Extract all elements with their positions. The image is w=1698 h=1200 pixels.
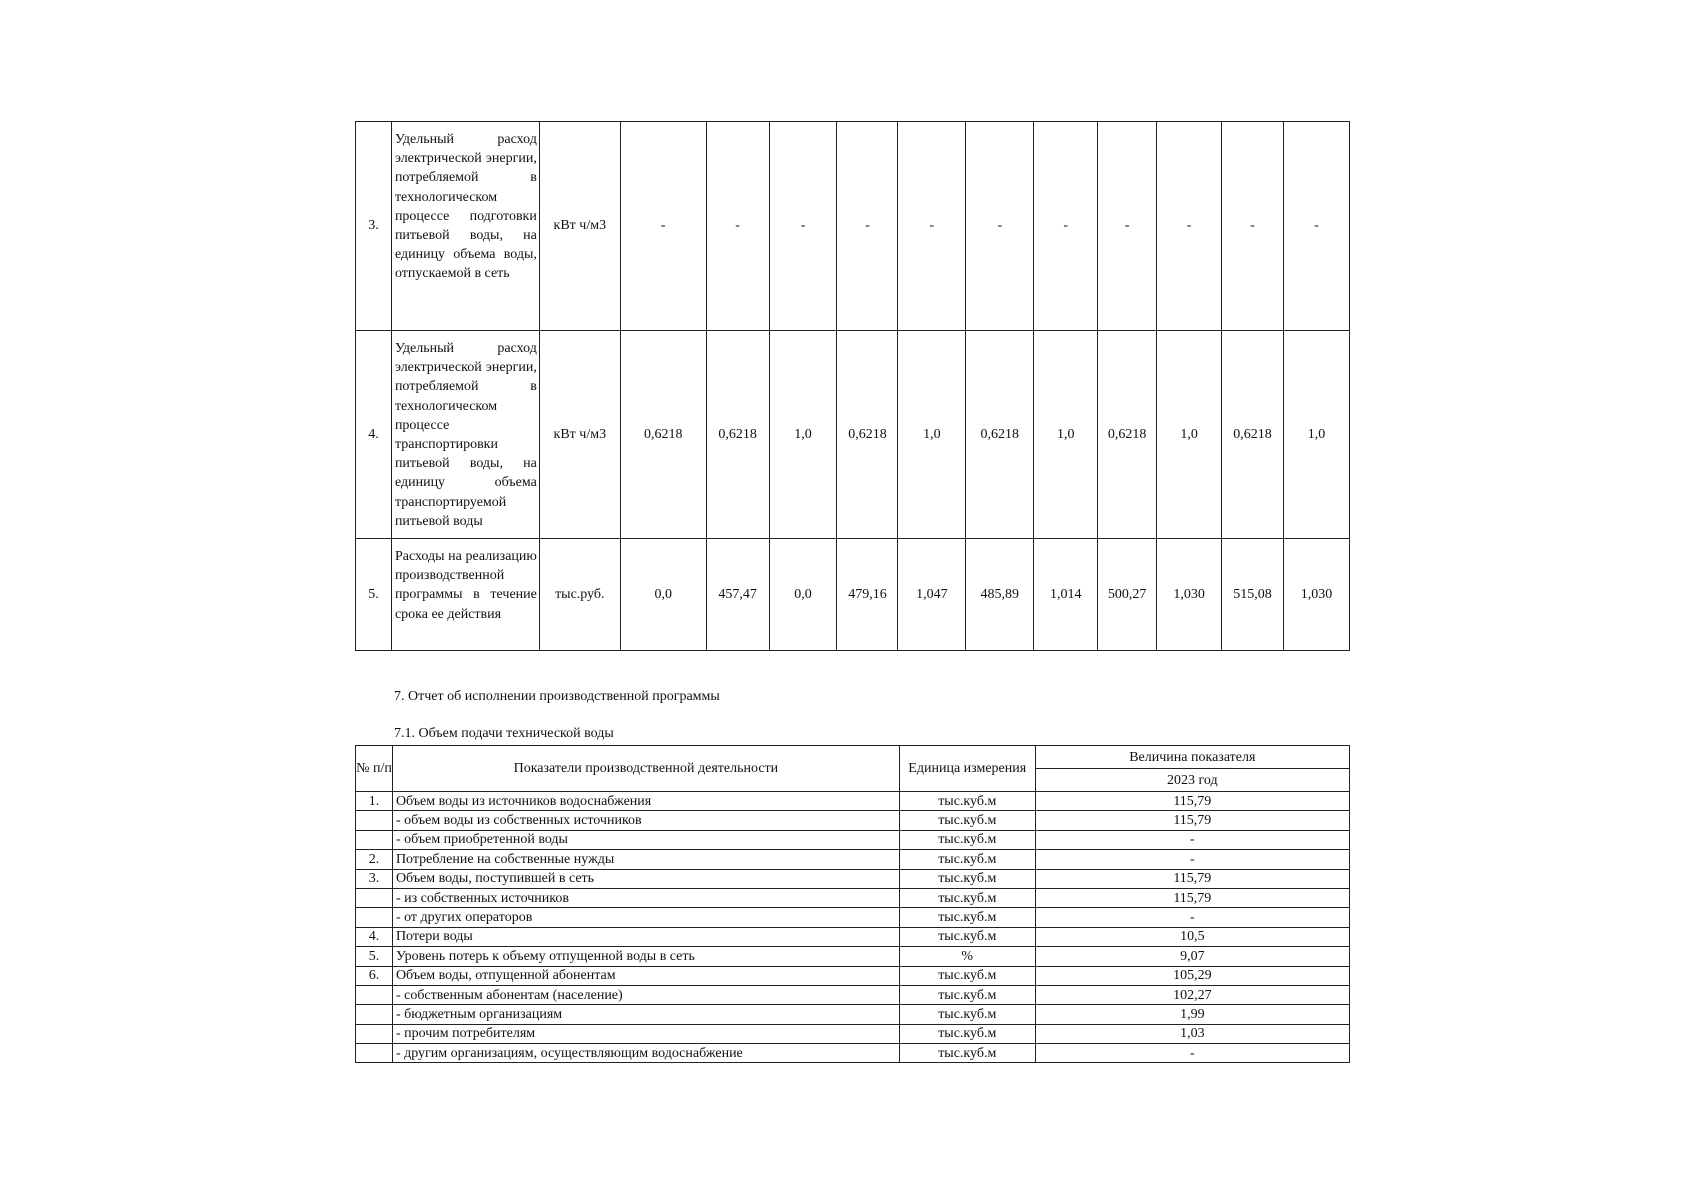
value-cell: 1,030 bbox=[1157, 539, 1222, 651]
value-cell: - bbox=[1157, 122, 1222, 331]
table-row bbox=[356, 947, 1350, 966]
indicators-table bbox=[355, 121, 1350, 651]
value-cell: 479,16 bbox=[837, 539, 898, 651]
value-cell: 115,79 bbox=[1035, 888, 1349, 907]
section-title: 7. Отчет об исполнении производственной программы bbox=[394, 689, 720, 704]
unit-cell: тыс.куб.м bbox=[899, 830, 1035, 849]
table-row bbox=[356, 1005, 1350, 1024]
header-indicator: Показатели производственной деятельности bbox=[392, 746, 899, 792]
indicator-name: Уровень потерь к объему отпущенной воды в сеть bbox=[392, 947, 899, 966]
row-number: 5. bbox=[356, 947, 393, 966]
value-cell: 1,99 bbox=[1035, 1005, 1349, 1024]
value-cell: - bbox=[1035, 1044, 1349, 1063]
unit-cell: кВт ч/м3 bbox=[539, 122, 620, 331]
value-cell: - bbox=[1035, 850, 1349, 869]
indicator-name: - объем приобретенной воды bbox=[392, 830, 899, 849]
table-row bbox=[356, 830, 1350, 849]
value-cell: - bbox=[1098, 122, 1157, 331]
value-cell: - bbox=[706, 122, 769, 331]
indicator-name: Объем воды, поступившей в сеть bbox=[392, 869, 899, 888]
value-cell: 1,0 bbox=[1283, 331, 1349, 539]
table-row bbox=[356, 927, 1350, 946]
row-number bbox=[356, 811, 393, 830]
row-number bbox=[356, 985, 393, 1004]
table-row bbox=[356, 966, 1350, 985]
row-number: 3. bbox=[356, 869, 393, 888]
unit-cell: тыс.куб.м bbox=[899, 869, 1035, 888]
value-cell: 115,79 bbox=[1035, 811, 1349, 830]
value-cell: 500,27 bbox=[1098, 539, 1157, 651]
value-cell: - bbox=[837, 122, 898, 331]
value-cell: 0,6218 bbox=[837, 331, 898, 539]
table-row bbox=[356, 1024, 1350, 1043]
value-cell: 515,08 bbox=[1222, 539, 1284, 651]
value-cell: 10,5 bbox=[1035, 927, 1349, 946]
table-row bbox=[356, 539, 1350, 651]
value-cell: 0,6218 bbox=[1222, 331, 1284, 539]
value-cell: - bbox=[898, 122, 966, 331]
indicator-name: Удельный расход электрической энергии, потребляемой в технологическом процессе подготовки питьевой воды, на единицу объема воды, отпускаемой в сеть bbox=[391, 122, 539, 331]
table-header-row bbox=[356, 746, 1350, 769]
indicator-name: - бюджетным организациям bbox=[392, 1005, 899, 1024]
value-cell: - bbox=[966, 122, 1034, 331]
row-number bbox=[356, 830, 393, 849]
indicator-name: Объем воды из источников водоснабжения bbox=[392, 792, 899, 811]
value-cell: 457,47 bbox=[706, 539, 769, 651]
value-cell: 485,89 bbox=[966, 539, 1034, 651]
value-cell: 1,03 bbox=[1035, 1024, 1349, 1043]
row-number: 4. bbox=[356, 927, 393, 946]
value-cell: 115,79 bbox=[1035, 869, 1349, 888]
unit-cell: тыс.куб.м bbox=[899, 792, 1035, 811]
table-row bbox=[356, 792, 1350, 811]
row-number bbox=[356, 1005, 393, 1024]
header-year: 2023 год bbox=[1035, 769, 1349, 792]
table-row bbox=[356, 850, 1350, 869]
header-number: № п/п bbox=[356, 746, 393, 792]
value-cell: - bbox=[1034, 122, 1098, 331]
indicator-name: Объем воды, отпущенной абонентам bbox=[392, 966, 899, 985]
value-cell: - bbox=[1035, 908, 1349, 927]
unit-cell: тыс.куб.м bbox=[899, 985, 1035, 1004]
table-row bbox=[356, 985, 1350, 1004]
unit-cell: тыс.куб.м bbox=[899, 811, 1035, 830]
row-number: 2. bbox=[356, 850, 393, 869]
row-number: 4. bbox=[356, 331, 392, 539]
table-row bbox=[356, 811, 1350, 830]
table-row bbox=[356, 888, 1350, 907]
table-row bbox=[356, 122, 1350, 331]
value-cell: 9,07 bbox=[1035, 947, 1349, 966]
header-value-group: Величина показателя bbox=[1035, 746, 1349, 769]
value-cell: - bbox=[620, 122, 706, 331]
value-cell: 0,6218 bbox=[620, 331, 706, 539]
value-cell: 1,014 bbox=[1034, 539, 1098, 651]
table-row bbox=[356, 1044, 1350, 1063]
value-cell: 1,047 bbox=[898, 539, 966, 651]
row-number: 3. bbox=[356, 122, 392, 331]
value-cell: 1,0 bbox=[1157, 331, 1222, 539]
row-number bbox=[356, 1024, 393, 1043]
value-cell: - bbox=[1283, 122, 1349, 331]
row-number bbox=[356, 908, 393, 927]
value-cell: 1,0 bbox=[1034, 331, 1098, 539]
value-cell: 0,0 bbox=[620, 539, 706, 651]
row-number: 6. bbox=[356, 966, 393, 985]
indicator-name: Расходы на реализацию производственной программы в течение срока ее действия bbox=[391, 539, 539, 651]
value-cell: - bbox=[769, 122, 837, 331]
value-cell: 0,6218 bbox=[706, 331, 769, 539]
unit-cell: тыс.куб.м bbox=[899, 850, 1035, 869]
unit-cell: тыс.куб.м bbox=[899, 1044, 1035, 1063]
row-number bbox=[356, 888, 393, 907]
unit-cell: кВт ч/м3 bbox=[539, 331, 620, 539]
value-cell: 1,030 bbox=[1283, 539, 1349, 651]
unit-cell: тыс.куб.м bbox=[899, 966, 1035, 985]
indicator-name: - объем воды из собственных источников bbox=[392, 811, 899, 830]
unit-cell: тыс.куб.м bbox=[899, 888, 1035, 907]
value-cell: 1,0 bbox=[898, 331, 966, 539]
indicator-name: - от других операторов bbox=[392, 908, 899, 927]
value-cell: - bbox=[1222, 122, 1284, 331]
indicator-name: - другим организациям, осуществляющим водоснабжение bbox=[392, 1044, 899, 1063]
header-unit: Единица измерения bbox=[899, 746, 1035, 792]
unit-cell: тыс.куб.м bbox=[899, 908, 1035, 927]
unit-cell: тыс.руб. bbox=[539, 539, 620, 651]
value-cell: - bbox=[1035, 830, 1349, 849]
table-row bbox=[356, 908, 1350, 927]
value-cell: 0,6218 bbox=[1098, 331, 1157, 539]
value-cell: 0,6218 bbox=[966, 331, 1034, 539]
value-cell: 115,79 bbox=[1035, 792, 1349, 811]
unit-cell: % bbox=[899, 947, 1035, 966]
value-cell: 105,29 bbox=[1035, 966, 1349, 985]
subsection-title: 7.1. Объем подачи технической воды bbox=[394, 726, 614, 741]
value-cell: 1,0 bbox=[769, 331, 837, 539]
indicator-name: Потребление на собственные нужды bbox=[392, 850, 899, 869]
table-row bbox=[356, 869, 1350, 888]
row-number: 1. bbox=[356, 792, 393, 811]
indicator-name: - собственным абонентам (население) bbox=[392, 985, 899, 1004]
indicator-name: - из собственных источников bbox=[392, 888, 899, 907]
row-number: 5. bbox=[356, 539, 392, 651]
unit-cell: тыс.куб.м bbox=[899, 927, 1035, 946]
unit-cell: тыс.куб.м bbox=[899, 1005, 1035, 1024]
value-cell: 102,27 bbox=[1035, 985, 1349, 1004]
unit-cell: тыс.куб.м bbox=[899, 1024, 1035, 1043]
table-row bbox=[356, 331, 1350, 539]
value-cell: 0,0 bbox=[769, 539, 837, 651]
indicator-name: Потери воды bbox=[392, 927, 899, 946]
water-supply-table bbox=[355, 745, 1350, 1063]
indicator-name: Удельный расход электрической энергии, потребляемой в технологическом процессе транспортировки питьевой воды, на единицу объема транспортируемой питьевой воды bbox=[391, 331, 539, 539]
row-number bbox=[356, 1044, 393, 1063]
indicator-name: - прочим потребителям bbox=[392, 1024, 899, 1043]
